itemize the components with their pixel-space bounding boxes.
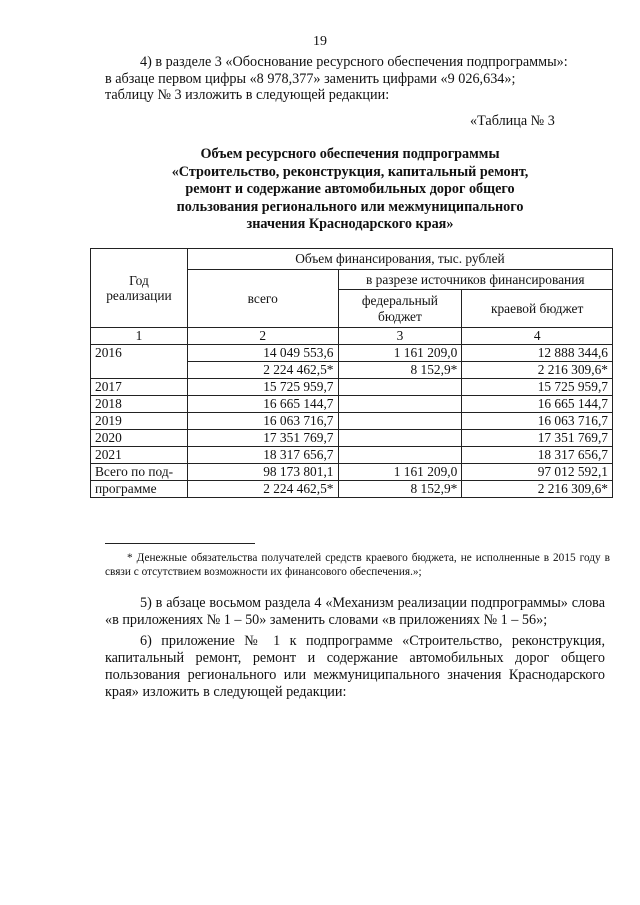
col-number-3: 3 — [338, 328, 462, 345]
total-total-extra: 2 224 462,5* — [187, 481, 338, 498]
intro-line-1: 4) в разделе 3 «Обоснование ресурсного обеспечения подпрограммы»: — [140, 54, 568, 70]
row-total: 14 049 553,6 — [187, 345, 338, 362]
row-regional: 16 665 144,7 — [462, 396, 613, 413]
row-total: 16 665 144,7 — [187, 396, 338, 413]
row-year: 2021 — [91, 447, 188, 464]
header-federal: федеральный бюджет — [338, 290, 462, 328]
table-row — [91, 413, 613, 430]
row-total: 15 725 959,7 — [187, 379, 338, 396]
title-line-2: «Строительство, реконструкция, капитальный ремонт, — [171, 163, 529, 180]
total-label-line-1: Всего по под- — [91, 464, 188, 481]
row-regional: 16 063 716,7 — [462, 413, 613, 430]
row-year: 2019 — [91, 413, 188, 430]
col-number-1: 1 — [91, 328, 188, 345]
footnote: * Денежные обязательства получателей средств краевого бюджета, не исполненные в 2015 году в связи с отсутствием возможности их финансового обеспечения.»; — [105, 552, 610, 579]
table-row — [91, 447, 613, 464]
table-row-total — [91, 481, 613, 498]
row-total: 18 317 656,7 — [187, 447, 338, 464]
page-number: 19 — [313, 34, 327, 49]
row-federal — [338, 396, 462, 413]
row-regional-extra: 2 216 309,6* — [462, 362, 613, 379]
row-regional: 12 888 344,6 — [462, 345, 613, 362]
col-number-2: 2 — [187, 328, 338, 345]
row-total: 16 063 716,7 — [187, 413, 338, 430]
header-year: Год реализации — [91, 249, 188, 328]
row-federal — [338, 430, 462, 447]
title-line-1: Объем ресурсного обеспечения подпрограммы — [200, 146, 500, 162]
total-regional-extra: 2 216 309,6* — [462, 481, 613, 498]
financing-table — [90, 248, 613, 498]
header-total: всего — [187, 270, 338, 328]
total-federal-extra: 8 152,9* — [338, 481, 462, 498]
table-row-total — [91, 464, 613, 481]
total-total: 98 173 801,1 — [187, 464, 338, 481]
paragraph-5: 5) в абзаце восьмом раздела 4 «Механизм реализации подпрограммы» слова «в приложениях № 1 – 50» заменить словами «в приложениях № 1 – 56»; — [105, 595, 605, 628]
intro-line-3: таблицу № 3 изложить в следующей редакции: — [105, 87, 390, 103]
table-row — [91, 430, 613, 447]
col-number-4: 4 — [462, 328, 613, 345]
amendment-intro — [105, 54, 605, 104]
title-line-3: ремонт и содержание автомобильных дорог общего — [185, 181, 515, 197]
row-total: 17 351 769,7 — [187, 430, 338, 447]
title-line-4: пользования регионального или межмуниципального — [176, 198, 524, 215]
row-year: 2018 — [91, 396, 188, 413]
header-regional: краевой бюджет — [462, 290, 613, 328]
row-year: 2017 — [91, 379, 188, 396]
row-regional: 18 317 656,7 — [462, 447, 613, 464]
row-year: 2016 — [91, 345, 188, 379]
footnote-divider — [105, 543, 255, 544]
title-line-5: значения Краснодарского края» — [246, 216, 454, 232]
row-total-extra: 2 224 462,5* — [187, 362, 338, 379]
row-federal — [338, 447, 462, 464]
row-federal — [338, 379, 462, 396]
table-row — [91, 379, 613, 396]
row-federal: 1 161 209,0 — [338, 345, 462, 362]
paragraph-6: 6) приложение № 1 к подпрограмме «Строительство, реконструкция, капитальный ремонт, ремонт и содержание автомобильных дорог общего пользования регионального или межмуниципального значения Краснодарского края» изложить в следующей редакции: — [105, 633, 605, 700]
table-row — [91, 396, 613, 413]
intro-line-2: в абзаце первом цифры «8 978,377» заменить цифрами «9 026,634»; — [105, 70, 516, 87]
table-caption: «Таблица № 3 — [470, 113, 555, 129]
header-sources: в разрезе источников финансирования — [338, 270, 613, 290]
total-regional: 97 012 592,1 — [462, 464, 613, 481]
header-volume: Объем финансирования, тыс. рублей — [187, 249, 612, 270]
table-row — [91, 345, 613, 362]
table-title — [90, 146, 610, 234]
row-regional: 15 725 959,7 — [462, 379, 613, 396]
row-federal-extra: 8 152,9* — [338, 362, 462, 379]
total-federal: 1 161 209,0 — [338, 464, 462, 481]
row-year: 2020 — [91, 430, 188, 447]
row-regional: 17 351 769,7 — [462, 430, 613, 447]
total-label-line-2: программе — [91, 481, 188, 498]
row-federal — [338, 413, 462, 430]
